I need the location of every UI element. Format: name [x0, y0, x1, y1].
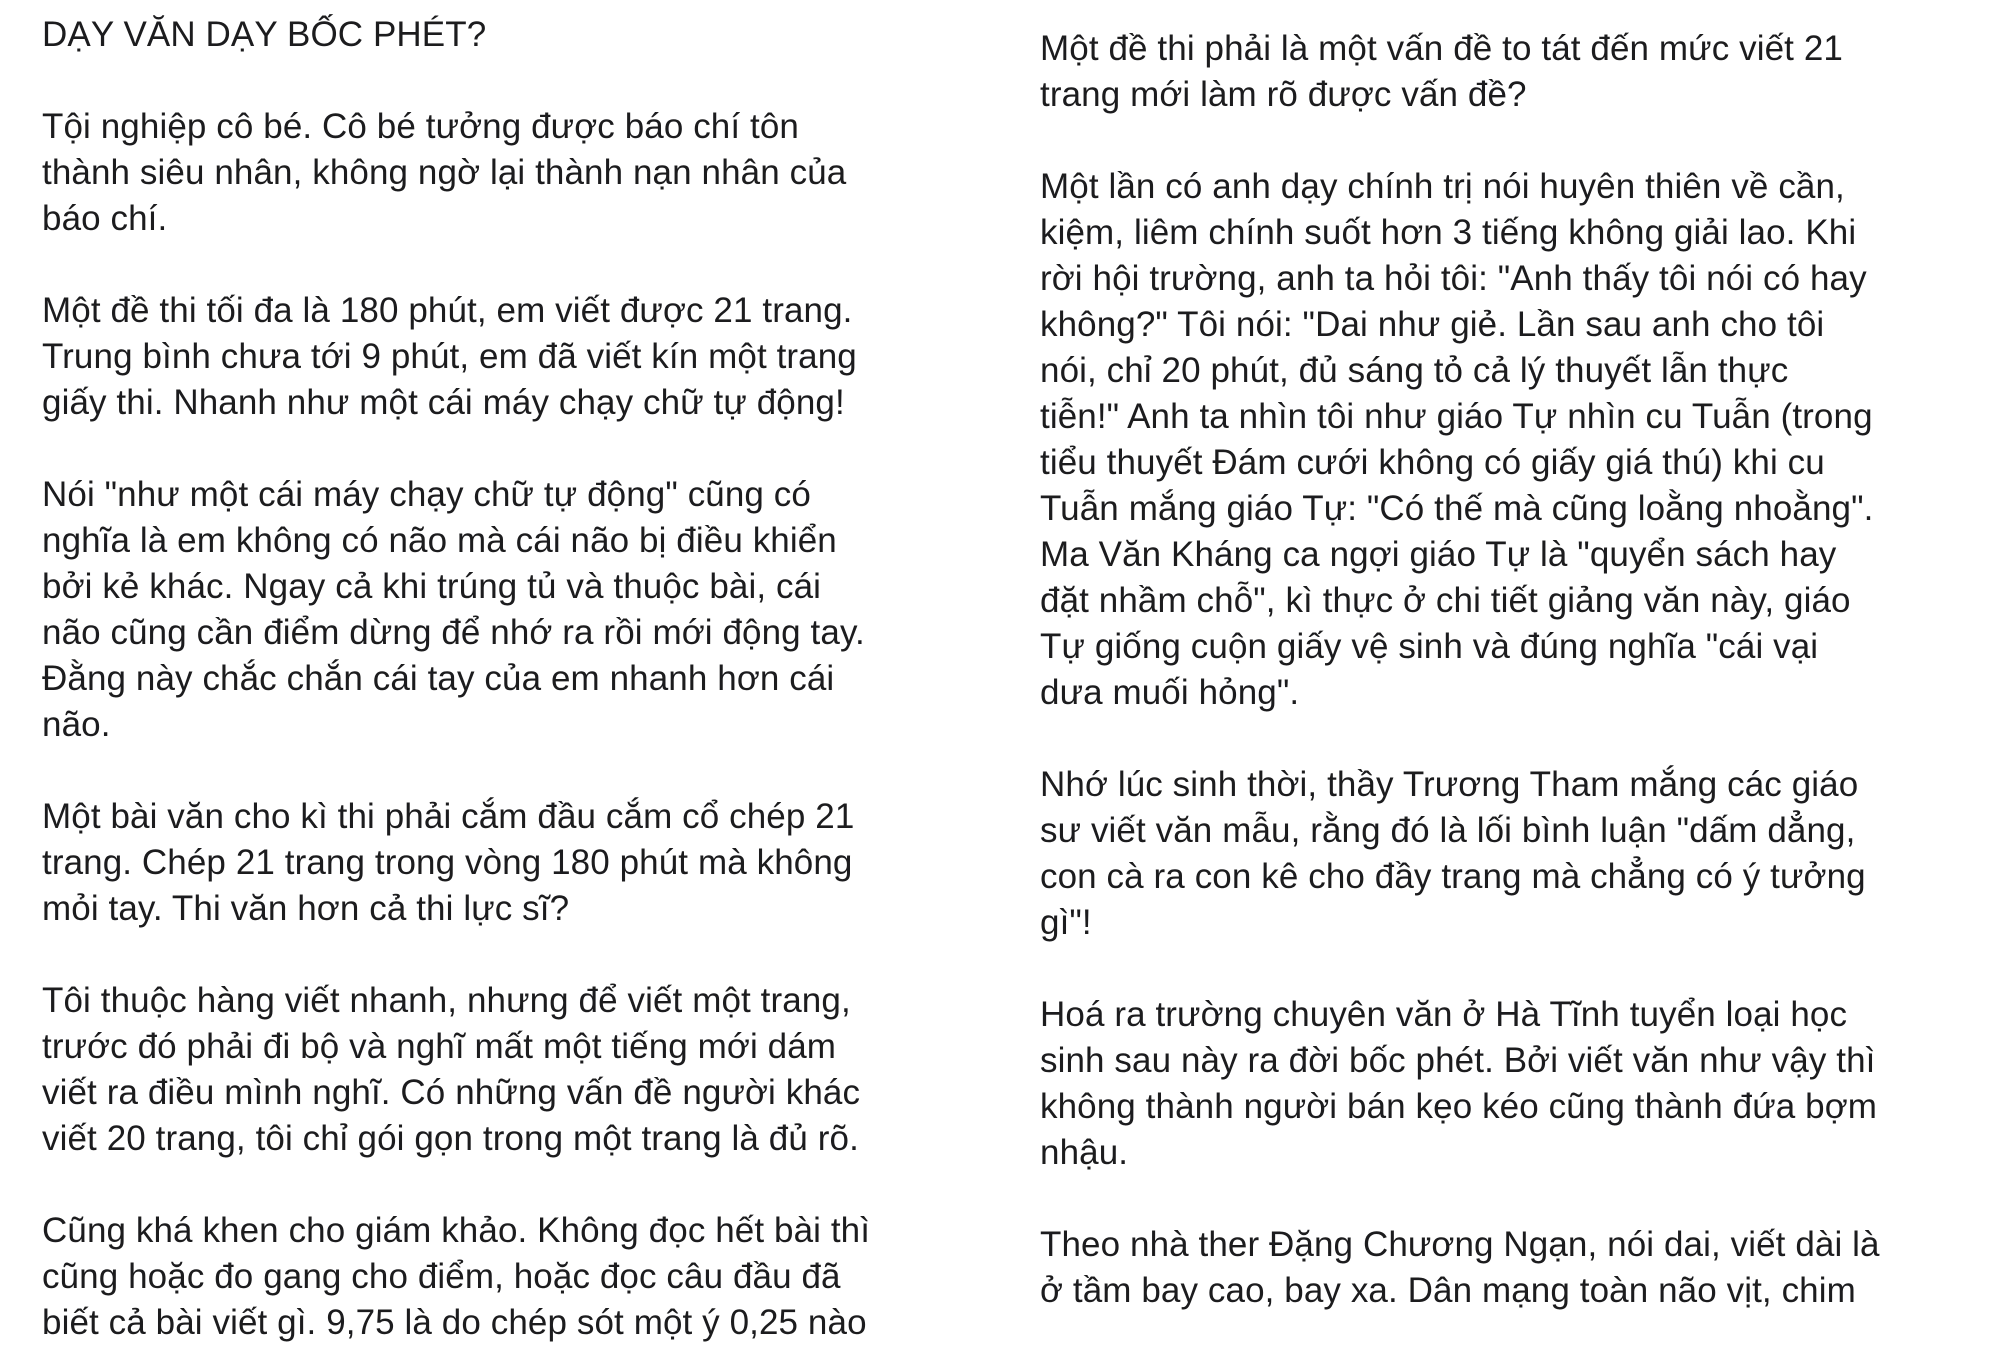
text-line: giấy thi. Nhanh như một cái máy chạy chữ tự động!: [42, 383, 845, 422]
text-line: không?" Tôi nói: "Dai như giẻ. Lần sau anh cho tôi: [1040, 305, 1825, 344]
text-line: Ma Văn Kháng ca ngợi giáo Tự là "quyển sách hay: [1040, 535, 1837, 574]
right-paragraph-2: [1040, 164, 1985, 716]
text-line: nghĩa là em không có não mà cái não bị điều khiển: [42, 521, 837, 560]
left-paragraph-1: [42, 104, 1002, 242]
text-line: Cũng khá khen cho giám khảo. Không đọc hết bài thì: [42, 1211, 871, 1250]
right-paragraph-3: [1040, 762, 1985, 946]
text-line: viết 20 trang, tôi chỉ gói gọn trong một trang là đủ rõ.: [42, 1119, 859, 1158]
text-line: Một đề thi phải là một vấn đề to tát đến mức viết 21: [1040, 29, 1843, 68]
text-line: đặt nhầm chỗ", kì thực ở chi tiết giảng văn này, giáo: [1040, 581, 1851, 620]
text-line: Tôi thuộc hàng viết nhanh, nhưng để viết một trang,: [42, 981, 851, 1020]
right-paragraph-1: [1040, 26, 1985, 118]
left-paragraph-3: [42, 472, 1002, 748]
text-line: Một bài văn cho kì thi phải cắm đầu cắm cổ chép 21: [42, 797, 855, 836]
right-paragraph-4: [1040, 992, 1985, 1176]
text-line: không thành người bán kẹo kéo cũng thành đứa bợm: [1040, 1087, 1878, 1126]
text-line: não.: [42, 705, 111, 744]
text-line: báo chí.: [42, 199, 168, 238]
text-line: Hoá ra trường chuyên văn ở Hà Tĩnh tuyển loại học: [1040, 995, 1848, 1034]
text-line: Đằng này chắc chắn cái tay của em nhanh hơn cái: [42, 659, 835, 698]
text-line: biết cả bài viết gì. 9,75 là do chép sót một ý 0,25 nào: [42, 1303, 867, 1342]
text-line: bởi kẻ khác. Ngay cả khi trúng tủ và thuộc bài, cái: [42, 567, 822, 606]
text-line: kiệm, liêm chính suốt hơn 3 tiếng không giải lao. Khi: [1040, 213, 1857, 252]
left-paragraph-2: [42, 288, 1002, 426]
text-line: viết ra điều mình nghĩ. Có những vấn đề người khác: [42, 1073, 861, 1112]
text-line: trang. Chép 21 trang trong vòng 180 phút mà không: [42, 843, 853, 882]
text-line: rời hội trường, anh ta hỏi tôi: "Anh thấy tôi nói có hay: [1040, 259, 1867, 298]
right-column: [1040, 0, 1985, 1322]
left-paragraph-4: [42, 794, 1002, 932]
text-line: Tội nghiệp cô bé. Cô bé tưởng được báo chí tôn: [42, 107, 799, 146]
text-line: Tuẫn mắng giáo Tự: "Có thế mà cũng loằng nhoằng".: [1040, 489, 1874, 528]
text-line: Trung bình chưa tới 9 phút, em đã viết kín một trang: [42, 337, 857, 376]
text-line: Một đề thi tối đa là 180 phút, em viết được 21 trang.: [42, 291, 853, 330]
text-line: sư viết văn mẫu, rằng đó là lối bình luận "dấm dẳng,: [1040, 811, 1856, 850]
text-line: trước đó phải đi bộ và nghĩ mất một tiếng mới dám: [42, 1027, 837, 1066]
text-line: con cà ra con kê cho đầy trang mà chẳng có ý tưởng: [1040, 857, 1866, 896]
left-paragraph-6: [42, 1208, 1002, 1346]
text-line: dưa muối hỏng".: [1040, 673, 1300, 712]
text-line: Nhớ lúc sinh thời, thầy Trương Tham mắng các giáo: [1040, 765, 1859, 804]
text-line: tiểu thuyết Đám cưới không có giấy giá thú) khi cu: [1040, 443, 1825, 482]
text-line: não cũng cần điểm dừng để nhớ ra rồi mới động tay.: [42, 613, 865, 652]
right-paragraph-5: [1040, 1222, 1985, 1314]
text-line: nói, chỉ 20 phút, đủ sáng tỏ cả lý thuyết lẫn thực: [1040, 351, 1789, 390]
article-title: DẠY VĂN DẠY BỐC PHÉT?: [42, 15, 487, 54]
text-line: Một lần có anh dạy chính trị nói huyên thiên về cần,: [1040, 167, 1845, 206]
text-line: ở tầm bay cao, bay xa. Dân mạng toàn não vịt, chim: [1040, 1271, 1856, 1310]
left-paragraph-5: [42, 978, 1002, 1162]
text-line: Tự giống cuộn giấy vệ sinh và đúng nghĩa "cái vại: [1040, 627, 1819, 666]
text-line: sinh sau này ra đời bốc phét. Bởi viết văn như vậy thì: [1040, 1041, 1876, 1080]
text-line: Nói "như một cái máy chạy chữ tự động" cũng có: [42, 475, 811, 514]
text-line: gì"!: [1040, 903, 1092, 942]
text-line: tiễn!" Anh ta nhìn tôi như giáo Tự nhìn cu Tuẫn (trong: [1040, 397, 1873, 436]
text-line: cũng hoặc đo gang cho điểm, hoặc đọc câu đầu đã: [42, 1257, 841, 1296]
text-line: thành siêu nhân, không ngờ lại thành nạn nhân của: [42, 153, 847, 192]
text-line: trang mới làm rõ được vấn đề?: [1040, 75, 1527, 114]
text-line: mỏi tay. Thi văn hơn cả thi lực sĩ?: [42, 889, 570, 928]
text-line: nhậu.: [1040, 1133, 1129, 1172]
text-line: Theo nhà ther Đặng Chương Ngạn, nói dai, viết dài là: [1040, 1225, 1880, 1264]
left-column: [42, 0, 1002, 1342]
